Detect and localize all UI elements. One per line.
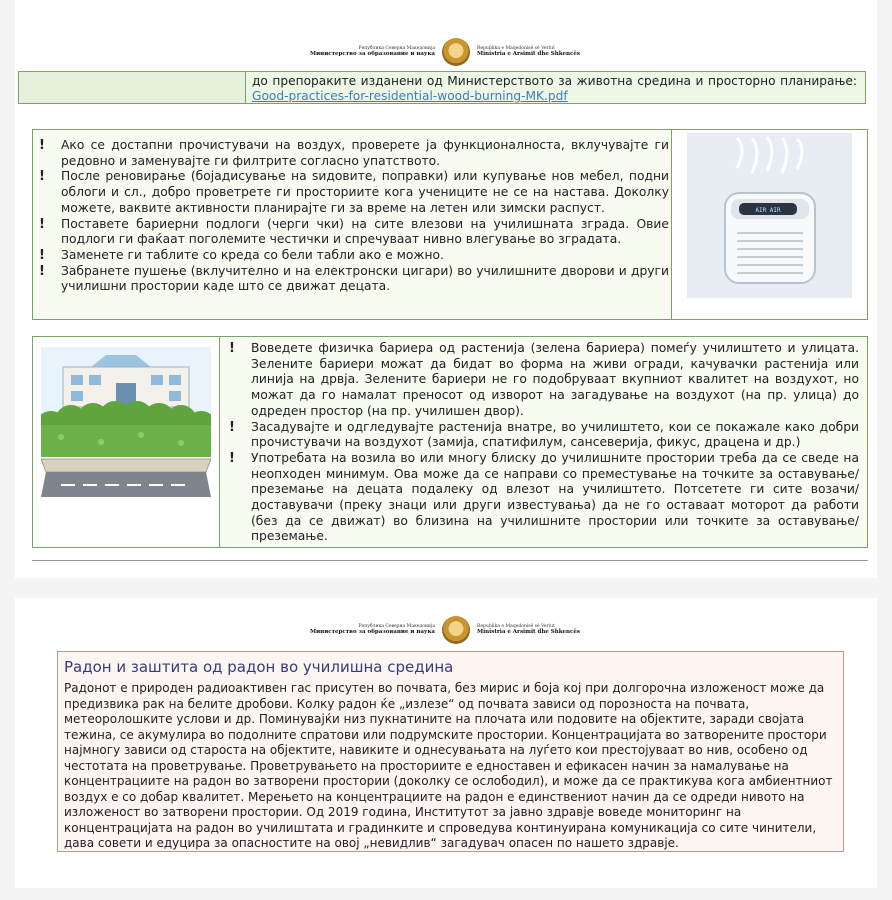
indoor-measures-list	[39, 138, 669, 295]
header-left	[285, 624, 435, 635]
list-item-text: Забранете пушење (вклучително и на електронски цигари) во училишните дворови и други училишни простории каде што се движат децата.	[61, 263, 669, 294]
header-left-ministry: Министерство за образование и наука	[310, 51, 435, 57]
exclamation-icon: !	[229, 341, 235, 356]
header-right	[477, 624, 627, 635]
header-left-country: Република Северна Македонија	[358, 46, 435, 51]
indoor-measures-box	[32, 129, 868, 320]
list-item-text: Воведете физичка бариера од растенија (зелена бариера) помеѓу училиштето и улицата. Зелените бариери можат да бидат во форма на живи огради, качувачки растенија или линија на дрвја. Зелените бариери не го подобруваат вкупниот квалитет на воздухот, но можат да го намалат преносот од изворот на загадување на воздухот (на пр. улица) до одреден простор (на пр. училишен двор).	[251, 341, 859, 418]
radon-section-body: Радонот е природен радиоактивен гас присутен во почвата, без мирис и боја кој при долгорочна изложеност може да предизвика рак на белите дробови. Колку радон ќе „излезе“ од почвата зависи од порозноста на почвата, метеоролошките услови и др. Поминувајќи низ пукнатините на плочата или подовите на објектите, заради својата тежина, се акумулира во подолните спратови или подрумските простории. Концентрацијата во затворените простори најмногу зависи од староста на објектите, навиките и однесувањата на луѓето кои престојуваат во нив, особено од честотата на проветрување. Проветрувањето на просториите е едноставен и ефикасен начин за намалување на концентрациите на радон во затворени простории (доколку се ослободил), и може да се практикува кога амбиентниот воздух е со добар квалитет. Мерењето на концентрациите на радон е единствениот начин да се одреди нивото на изложеност во затворени простории. Од 2019 година, Институтот за јавно здравје воведе мониторинг на концентрацијата на радон во училиштата и градинките и спроведува континуирана комуникација со сите чинители, дава совети и едуцира за опасностите на овој „невидлив“ загадувач опасен по нашето здравје.	[64, 681, 833, 850]
ministry-header	[15, 38, 877, 72]
header-left	[285, 46, 435, 57]
radon-section-title: Радон и заштита од радон во училишна средина	[64, 658, 454, 676]
air-purifier-image-cell	[671, 130, 867, 319]
list-item	[39, 169, 669, 216]
exclamation-icon: !	[39, 247, 45, 263]
list-item-text: После реновирање (бојадисување на ѕидовите, поправки) или купување нов мебел, подни облоги и сл., добро проветрете ги просториите кога учениците не се на настава. Доколку можете, ваквите активности планирајте ги за време на летен или зимски распуст.	[61, 169, 669, 215]
table-cell-text	[252, 74, 857, 104]
header-right-country: Republika e Maqedonisë së Veriut	[477, 46, 555, 51]
header-right-ministry: Ministria e Arsimit dhe Shkencës	[477, 51, 580, 57]
header-left-ministry: Министерство за образование и наука	[310, 629, 435, 635]
radon-section	[57, 651, 844, 852]
list-item-text: Поставете бариерни подлоги (черги чки) на сите влезови на училишната зграда. Овие подлоги ги фаќаат поголемите честички и спречуваат нивно влегување во зградата.	[61, 216, 669, 247]
ministry-emblem-icon	[442, 616, 470, 644]
air-purifier-icon	[687, 133, 852, 298]
ministry-emblem-icon	[442, 38, 470, 66]
exclamation-icon: !	[229, 419, 235, 435]
list-item-text: Ако се достапни прочистувачи на воздух, проверете ја функционалноста, вклучувајте ги редовно и заменувајте ги филтрите согласно упатството.	[61, 138, 669, 168]
exclamation-icon: !	[39, 216, 45, 232]
good-practices-link[interactable]: Good-practices-for-residential-wood-burning-MK.pdf	[252, 89, 568, 103]
header-right	[477, 46, 627, 57]
exclamation-icon: !	[39, 138, 45, 153]
header-right-ministry: Ministria e Arsimit dhe Shkencës	[477, 629, 580, 635]
exclamation-icon: !	[229, 450, 235, 466]
header-right-country: Republika e Maqedonisë së Veriut	[477, 624, 555, 629]
school-green-barrier-icon	[41, 347, 211, 517]
list-item	[39, 217, 669, 248]
list-item	[39, 264, 669, 295]
outdoor-measures-box	[32, 336, 868, 548]
list-item-text: Засадувајте и одгледувајте растенија внатре, во училиштето, кои се покажале како добри прочистувачи на воздухот (замија, спатифилум, сансеверија, фикус, драцена и др.)	[251, 419, 859, 450]
list-item	[229, 420, 859, 451]
list-item	[39, 138, 669, 169]
list-item	[39, 248, 669, 264]
list-item-text: Употребата на возила во или многу блиску до училишните простории треба да се сведе на неопходен минимум. Ова може да се направи со преместување на точките за оставување/преземање на децата подалеку од влезот на училиштето. Потсетете ги сите возачи/доставувачи (преку знаци или други известувања) да не го оставаат моторот да работи (без да се движат) во близина на училишните простории или точките за оставување/преземање.	[251, 450, 859, 544]
table-row-continuation	[18, 71, 866, 104]
purifier-display-text: AIR AIR	[755, 207, 781, 214]
list-item-text: Заменете ги таблите со креда со бели табли ако е можно.	[61, 247, 444, 262]
ministry-header	[15, 616, 877, 650]
recommendation-text: до препораките изданени од Министерството за животна средина и просторно планирање:	[252, 74, 857, 88]
outdoor-measures-list	[229, 341, 859, 545]
header-left-country: Република Северна Македонија	[358, 624, 435, 629]
exclamation-icon: !	[39, 263, 45, 279]
exclamation-icon: !	[39, 169, 45, 185]
green-barrier-image-cell	[33, 337, 220, 547]
list-item	[229, 341, 859, 420]
list-item	[229, 451, 859, 545]
table-cell-empty	[19, 72, 246, 103]
page-divider	[32, 560, 868, 561]
